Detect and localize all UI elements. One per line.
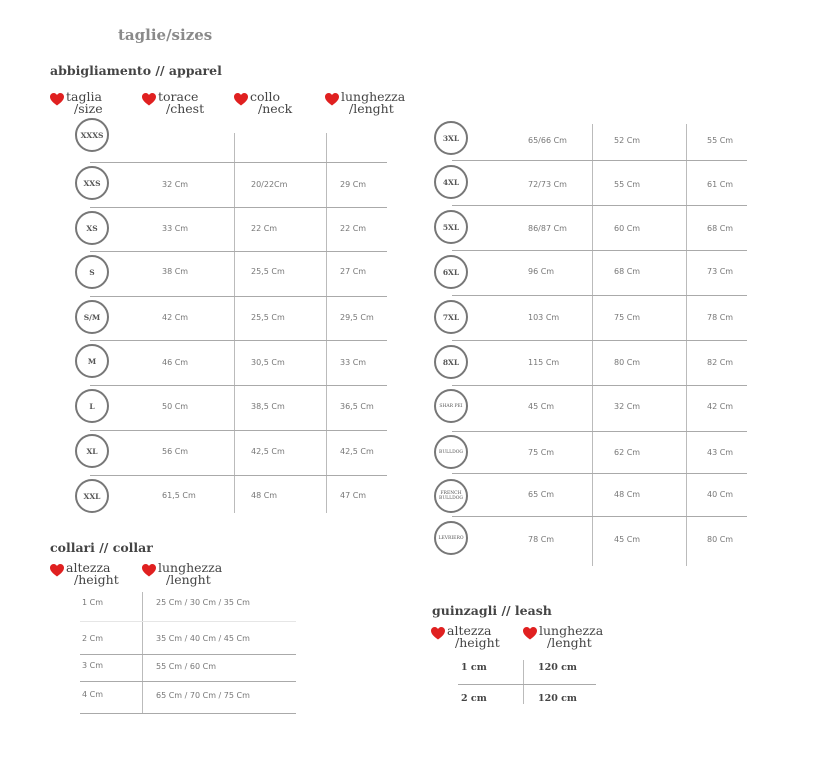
header-sublabel: /lenght: [547, 635, 592, 650]
collar-height-cell: 2 Cm: [82, 634, 104, 643]
length-cell: 40 Cm: [707, 490, 734, 499]
chest-cell: 61,5 Cm: [162, 491, 196, 500]
chest-cell: 38 Cm: [162, 267, 189, 276]
row-divider: [80, 713, 296, 714]
size-badge: L: [75, 389, 109, 423]
collar-length-cell: 55 Cm / 60 Cm: [156, 662, 216, 671]
neck-cell: 32 Cm: [614, 402, 641, 411]
header-sublabel: /lenght: [349, 101, 394, 116]
row-divider: [452, 295, 747, 296]
leash-section-title: guinzagli // leash: [432, 603, 552, 618]
heart-icon: [523, 627, 537, 640]
chest-cell: 42 Cm: [162, 313, 189, 322]
apparel-header-chest: [142, 91, 204, 115]
header-label: collo: [250, 89, 281, 104]
column-divider: [523, 660, 524, 704]
size-badge: S: [75, 255, 109, 289]
neck-cell: 38,5 Cm: [251, 402, 285, 411]
neck-cell: 55 Cm: [614, 180, 641, 189]
length-cell: 80 Cm: [707, 535, 734, 544]
neck-cell: 22 Cm: [251, 224, 278, 233]
length-cell: 82 Cm: [707, 358, 734, 367]
size-badge: XXXS: [75, 118, 109, 152]
collar-height-cell: 4 Cm: [82, 690, 104, 699]
neck-cell: 45 Cm: [614, 535, 641, 544]
row-divider: [80, 621, 296, 622]
heart-icon: [50, 93, 64, 106]
length-cell: 42,5 Cm: [340, 447, 374, 456]
apparel-header-length: [325, 91, 405, 115]
chest-cell: 33 Cm: [162, 224, 189, 233]
row-divider: [452, 205, 747, 206]
length-cell: 61 Cm: [707, 180, 734, 189]
heart-icon: [325, 93, 339, 106]
row-divider: [90, 207, 387, 208]
heart-icon: [431, 627, 445, 640]
size-badge: FRENCH BULLDOG: [434, 479, 468, 513]
chest-cell: 46 Cm: [162, 358, 189, 367]
row-divider: [90, 340, 387, 341]
row-divider: [452, 431, 747, 432]
chest-cell: 86/87 Cm: [528, 224, 567, 233]
chest-cell: 50 Cm: [162, 402, 189, 411]
chest-cell: 72/73 Cm: [528, 180, 567, 189]
size-badge: M: [75, 344, 109, 378]
leash-header-length: [523, 625, 603, 649]
size-badge: XXS: [75, 166, 109, 200]
heart-icon: [234, 93, 248, 106]
header-label: altezza: [447, 623, 492, 638]
neck-cell: 62 Cm: [614, 448, 641, 457]
header-label: lunghezza: [341, 89, 406, 104]
row-divider: [452, 160, 747, 161]
header-sublabel: /chest: [166, 101, 205, 116]
heart-icon: [50, 564, 64, 577]
size-badge: 7XL: [434, 300, 468, 334]
neck-cell: 20/22Cm: [251, 180, 288, 189]
neck-cell: 60 Cm: [614, 224, 641, 233]
chest-cell: 45 Cm: [528, 402, 555, 411]
row-divider: [452, 385, 747, 386]
row-divider: [80, 654, 296, 655]
row-divider: [458, 684, 596, 685]
row-divider: [80, 681, 296, 682]
size-badge: BULLDOG: [434, 435, 468, 469]
row-divider: [452, 516, 747, 517]
size-badge: 8XL: [434, 345, 468, 379]
collar-height-cell: 1 Cm: [82, 598, 104, 607]
header-label: taglia: [66, 89, 102, 104]
length-cell: 73 Cm: [707, 267, 734, 276]
collar-section-title: collari // collar: [50, 540, 153, 555]
chest-cell: 56 Cm: [162, 447, 189, 456]
chest-cell: 78 Cm: [528, 535, 555, 544]
neck-cell: 52 Cm: [614, 136, 641, 145]
length-cell: 36,5 Cm: [340, 402, 374, 411]
row-divider: [452, 473, 747, 474]
row-divider: [90, 162, 387, 163]
neck-cell: 68 Cm: [614, 267, 641, 276]
header-label: torace: [158, 89, 199, 104]
header-sublabel: /height: [455, 635, 500, 650]
page-title: taglie/sizes: [118, 26, 213, 44]
size-badge: XXL: [75, 479, 109, 513]
size-badge: SHAR PEI: [434, 389, 468, 423]
size-badge: XS: [75, 211, 109, 245]
length-cell: 47 Cm: [340, 491, 367, 500]
neck-cell: 48 Cm: [614, 490, 641, 499]
collar-length-cell: 25 Cm / 30 Cm / 35 Cm: [156, 598, 250, 607]
heart-icon: [142, 564, 156, 577]
chest-cell: 103 Cm: [528, 313, 560, 322]
row-divider: [452, 340, 747, 341]
length-cell: 27 Cm: [340, 267, 367, 276]
row-divider: [90, 385, 387, 386]
leash-height-cell: 1 cm: [461, 662, 487, 673]
size-badge: S/M: [75, 300, 109, 334]
neck-cell: 75 Cm: [614, 313, 641, 322]
collar-header-length: [142, 562, 222, 586]
size-badge: 4XL: [434, 165, 468, 199]
chest-cell: 115 Cm: [528, 358, 560, 367]
collar-length-cell: 35 Cm / 40 Cm / 45 Cm: [156, 634, 250, 643]
length-cell: 29,5 Cm: [340, 313, 374, 322]
chest-cell: 75 Cm: [528, 448, 555, 457]
row-divider: [90, 296, 387, 297]
neck-cell: 25,5 Cm: [251, 313, 285, 322]
chest-cell: 65 Cm: [528, 490, 555, 499]
chest-cell: 96 Cm: [528, 267, 555, 276]
size-badge: 6XL: [434, 255, 468, 289]
neck-cell: 30,5 Cm: [251, 358, 285, 367]
header-sublabel: /size: [74, 101, 103, 116]
leash-length-cell: 120 cm: [538, 693, 577, 704]
length-cell: 55 Cm: [707, 136, 734, 145]
apparel-header-neck: [234, 91, 292, 115]
header-sublabel: /lenght: [166, 572, 211, 587]
apparel-section-title: abbigliamento // apparel: [50, 63, 222, 78]
collar-height-cell: 3 Cm: [82, 661, 104, 670]
header-sublabel: /height: [74, 572, 119, 587]
length-cell: 22 Cm: [340, 224, 367, 233]
row-divider: [90, 430, 387, 431]
length-cell: 33 Cm: [340, 358, 367, 367]
collar-length-cell: 65 Cm / 70 Cm / 75 Cm: [156, 691, 250, 700]
leash-length-cell: 120 cm: [538, 662, 577, 673]
leash-header-height: [431, 625, 500, 649]
neck-cell: 80 Cm: [614, 358, 641, 367]
size-badge: 3XL: [434, 121, 468, 155]
header-label: altezza: [66, 560, 111, 575]
neck-cell: 42,5 Cm: [251, 447, 285, 456]
collar-header-height: [50, 562, 119, 586]
heart-icon: [142, 93, 156, 106]
leash-height-cell: 2 cm: [461, 693, 487, 704]
length-cell: 29 Cm: [340, 180, 367, 189]
length-cell: 78 Cm: [707, 313, 734, 322]
chest-cell: 65/66 Cm: [528, 136, 567, 145]
length-cell: 42 Cm: [707, 402, 734, 411]
row-divider: [90, 251, 387, 252]
column-divider: [592, 124, 593, 566]
row-divider: [452, 250, 747, 251]
column-divider: [142, 592, 143, 714]
header-sublabel: /neck: [258, 101, 293, 116]
column-divider: [326, 133, 327, 513]
header-label: lunghezza: [158, 560, 223, 575]
size-badge: XL: [75, 434, 109, 468]
chest-cell: 32 Cm: [162, 180, 189, 189]
size-badge: LEVRIERO: [434, 521, 468, 555]
header-label: lunghezza: [539, 623, 604, 638]
column-divider: [686, 124, 687, 566]
neck-cell: 25,5 Cm: [251, 267, 285, 276]
row-divider: [90, 475, 387, 476]
length-cell: 43 Cm: [707, 448, 734, 457]
column-divider: [234, 133, 235, 513]
length-cell: 68 Cm: [707, 224, 734, 233]
apparel-header-size: [50, 91, 103, 115]
neck-cell: 48 Cm: [251, 491, 278, 500]
size-badge: 5XL: [434, 210, 468, 244]
